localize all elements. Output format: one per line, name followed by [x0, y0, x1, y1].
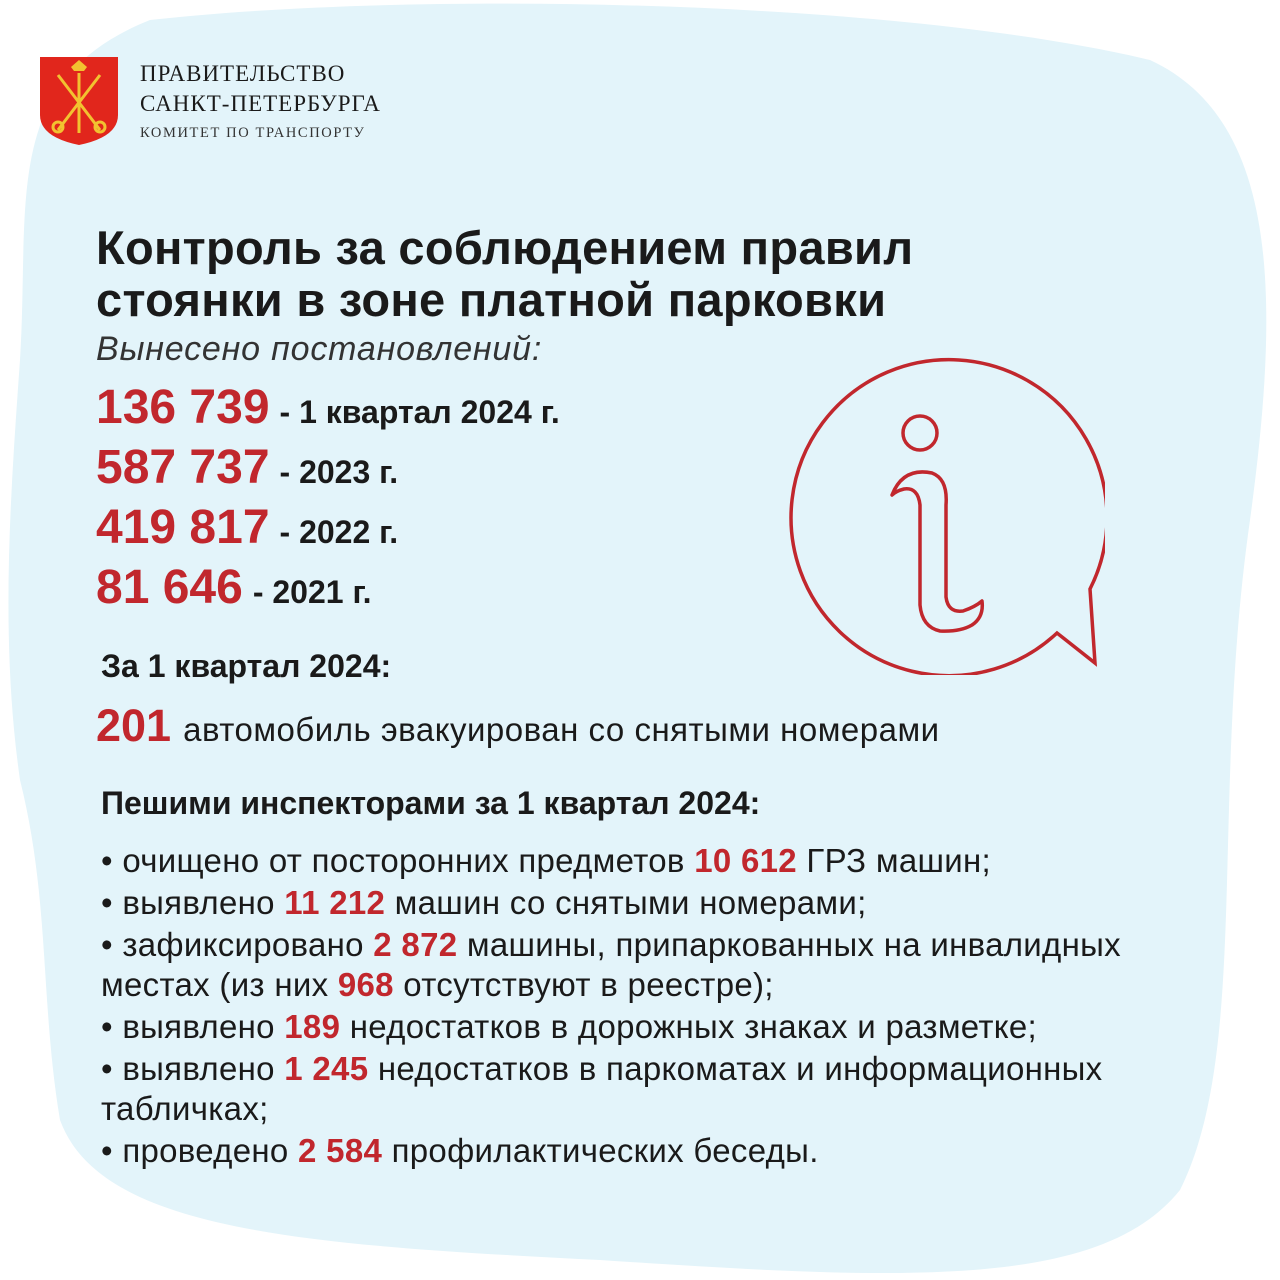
stat-value: 419 817 [96, 501, 270, 554]
inspection-list [101, 841, 1181, 1173]
list-item [101, 841, 1181, 881]
stat-label: - 2021 г. [252, 574, 372, 610]
stat-row [96, 560, 371, 615]
stat-row [96, 440, 398, 495]
item-text: профилактических беседы. [382, 1132, 819, 1169]
subtitle: Вынесено постановлений: [96, 330, 543, 368]
item-text: • проведено [101, 1132, 299, 1169]
item-text: недостатков в дорожных знаках и разметке; [340, 1008, 1038, 1045]
org-line-3: КОМИТЕТ ПО ТРАНСПОРТУ [140, 125, 366, 141]
evacuated-value: 201 [96, 700, 172, 751]
list-item [101, 1131, 1181, 1171]
item-text: • выявлено [101, 884, 285, 921]
stat-label: - 2023 г. [279, 454, 399, 490]
item-text: недостатков в паркоматах и информационных табличках; [101, 1050, 1103, 1127]
page-title [96, 222, 913, 326]
title-line-2: стоянки в зоне платной парковки [96, 273, 887, 326]
stat-value: 81 646 [96, 561, 243, 614]
spb-coat-of-arms-icon [38, 55, 120, 147]
item-text: отсутствуют в реестре); [393, 966, 774, 1003]
item-text: • выявлено [101, 1008, 285, 1045]
item-text: • очищено от посторонних предметов [101, 842, 695, 879]
list-item [101, 883, 1181, 923]
inspectors-heading: Пешими инспекторами за 1 квартал 2024: [101, 785, 761, 821]
info-bubble-icon [770, 355, 1105, 675]
item-text: ГРЗ машин; [796, 842, 992, 879]
quarter-heading: За 1 квартал 2024: [101, 648, 392, 684]
stat-value: 136 739 [96, 381, 270, 434]
evacuated-row [96, 700, 940, 752]
evacuated-text: автомобиль эвакуирован со снятыми номерами [183, 711, 940, 748]
header [38, 55, 381, 147]
organization-name [140, 59, 381, 142]
item-number: 11 212 [284, 884, 386, 921]
org-line-1: ПРАВИТЕЛЬСТВО [140, 61, 346, 86]
stat-label: - 2022 г. [279, 514, 399, 550]
item-number: 2 584 [298, 1132, 383, 1169]
list-item [101, 925, 1181, 1005]
stat-value: 587 737 [96, 441, 270, 494]
title-line-1: Контроль за соблюдением правил [96, 221, 914, 274]
list-item [101, 1049, 1181, 1129]
stat-label: - 1 квартал 2024 г. [279, 394, 560, 430]
item-text: • выявлено [101, 1050, 285, 1087]
item-number: 2 872 [373, 926, 458, 963]
org-line-2: САНКТ-ПЕТЕРБУРГА [140, 91, 381, 116]
list-item [101, 1007, 1181, 1047]
item-number: 968 [337, 966, 394, 1003]
item-number: 189 [284, 1008, 341, 1045]
item-number: 10 612 [694, 842, 797, 879]
stat-row [96, 500, 398, 555]
item-text: машины, припаркованных на инвалидных местах (из них [101, 926, 1121, 1003]
item-number: 1 245 [284, 1050, 369, 1087]
item-text: машин со снятыми номерами; [385, 884, 867, 921]
item-text: • зафиксировано [101, 926, 374, 963]
stat-row [96, 380, 560, 435]
